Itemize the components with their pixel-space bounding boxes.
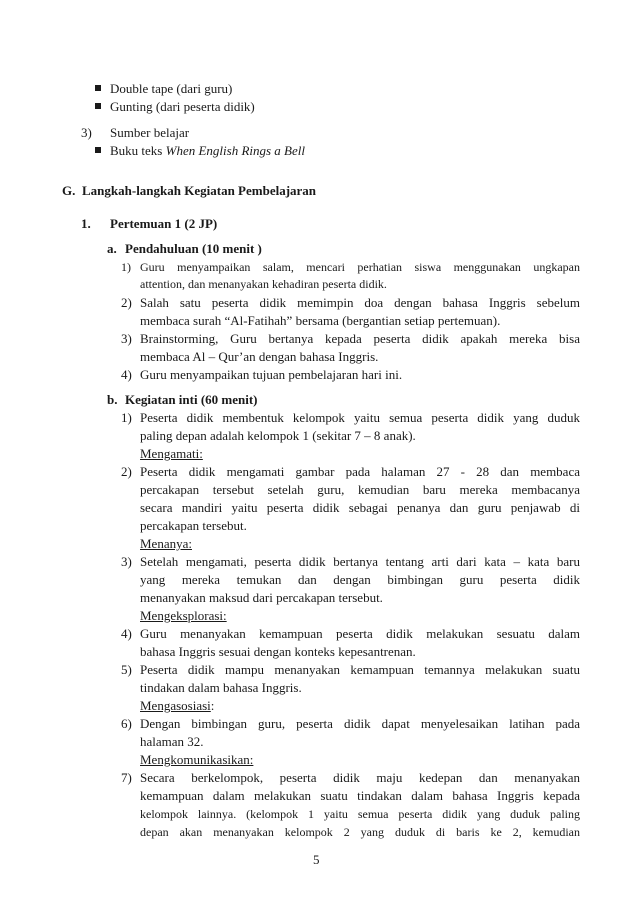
list-item-line: Dengan bimbingan guru, peserta didik dapat menyelesaikan latihan pada [140,716,580,731]
list-item-line: Salah satu peserta didik memimpin doa dengan bahasa Inggris sebelum [140,295,580,310]
list-number: 7) [121,770,132,785]
page-number: 5 [313,852,320,867]
list-item-line: Peserta didik membentuk kelompok yaitu semua peserta didik yang duduk [140,410,580,425]
list-item-line: halaman 32. [140,734,204,749]
subsection-letter: a. [107,241,117,256]
list-item-line: yang mereka temukan dan dengan bimbingan guru peserta didik [140,572,580,587]
list-item-line: Guru menyampaikan tujuan pembelajaran hari ini. [140,367,403,382]
list-number: 1) [121,260,131,274]
list-item-line: paling depan adalah kelompok 1 (sekitar 7 – 8 anak). [140,428,416,443]
list-number: 3) [81,125,92,140]
list-number: 1) [121,410,132,425]
sources-title: Sumber belajar [110,125,190,140]
list-item-line: Brainstorming, Guru bertanya kepada peserta didik apakah mereka bisa [140,331,580,346]
list-item-line: Guru menanyakan kemampuan peserta didik melakukan sesuatu dalam [140,626,580,641]
list-number: 3) [121,331,132,346]
list-number: 5) [121,662,132,677]
list-item-line: tindakan dalam bahasa Inggris. [140,680,302,695]
activity-heading: Mengamati: [140,446,203,461]
section-title: Langkah-langkah Kegiatan Pembelajaran [82,183,317,198]
subsection-title: Kegiatan inti (60 menit) [125,392,258,407]
list-number: 2) [121,464,132,479]
list-item-line: Peserta didik mampu menanyakan kemampuan temannya melakukan suatu [140,662,580,677]
activity-heading: Mengasosiasi: [140,698,215,713]
list-item-line: Peserta didik mengamati gambar pada halaman 27 - 28 dan membaca [140,464,580,479]
list-number: 2) [121,295,132,310]
list-number: 4) [121,626,132,641]
activity-heading: Menanya: [140,536,192,551]
list-number: 3) [121,554,132,569]
list-item-line: percakapan tersebut. [140,518,247,533]
list-item-line: Guru menyampaikan salam, mencari perhatian siswa menggunakan ungkapan [140,260,580,274]
square-bullet-icon [95,103,101,109]
square-bullet-icon [95,85,101,91]
list-number: 4) [121,367,132,382]
list-item-line: bahasa Inggris sesuai dengan konteks kepesantrenan. [140,644,416,659]
list-item-line: membaca surah “Al-Fatihah” bersama (bergantian setiap pertemuan). [140,313,501,328]
list-item-line: Secara berkelompok, peserta didik maju kedepan dan menanyakan [140,770,580,785]
bullet-item: Buku teks When English Rings a Bell [95,142,305,160]
subsection-title: Pendahuluan (10 menit ) [125,241,262,256]
bullet-item: Gunting (dari peserta didik) [95,98,255,116]
list-item-line: percakapan tersebut setelah guru, kemudian baru mereka membacanya [140,482,580,497]
list-number: 6) [121,716,132,731]
bullet-item: Double tape (dari guru) [95,80,232,98]
list-item-line: attention, dan menanyakan kehadiran peserta didik. [140,277,387,291]
list-item-line: secara mandiri yaitu peserta didik sebagai penanya dan guru penjawab di [140,500,580,515]
list-item-line: kelompok lainnya. (kelompok 1 yaitu semua peserta didik yang duduk paling [140,807,580,821]
list-item-line: menanyakan maksud dari percakapan tersebut. [140,590,383,605]
list-item-line: depan akan menanyakan kelompok 2 yang duduk di baris ke 2, kemudian [140,825,580,839]
subsection-letter: b. [107,392,118,407]
list-item-line: membaca Al – Qur’an dengan bahasa Inggris. [140,349,379,364]
square-bullet-icon [95,147,101,153]
list-item-line: Setelah mengamati, peserta didik bertanya tentang arti dari kata – kata baru [140,554,580,569]
list-item-line: kemampuan dalam melakukan suatu tindakan dalam bahasa Inggris kepada [140,788,580,803]
activity-heading: Mengkomunikasikan: [140,752,254,767]
meeting-title: Pertemuan 1 (2 JP) [110,216,218,231]
meeting-number: 1. [81,216,91,231]
activity-heading: Mengeksplorasi: [140,608,227,623]
section-label: G. [62,183,76,198]
